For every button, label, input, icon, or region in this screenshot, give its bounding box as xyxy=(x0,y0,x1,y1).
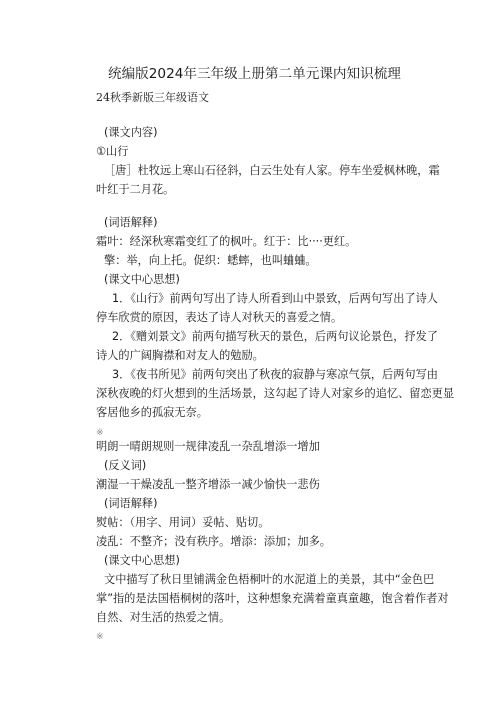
paragraph-line: 文中描写了秋日里铺满金色梧桐叶的水泥道上的美景，其中“金色巴 xyxy=(104,573,435,586)
paragraph-line: 自然、对生活的热爱之情。 xyxy=(96,611,231,624)
poem-line: 叶红于二月花。 xyxy=(96,183,175,196)
paragraph-line: 客居他乡的孤寂无奈。 xyxy=(96,406,208,419)
paragraph-line: 掌”指的是法国梧桐树的落叶，这种想象充满着童真童趣，饱含着作者对 xyxy=(96,592,449,605)
section-heading-vocabulary: (词语解释) xyxy=(104,216,158,229)
section-heading-central-idea: (课文中心思想) xyxy=(104,273,180,286)
word-pairs-line: 明朗一晴朗规则一规律凌乱一杂乱增添一增加 xyxy=(96,440,320,453)
section-heading-central-idea: (课文中心思想) xyxy=(104,554,180,567)
paragraph-line: 停车欣赏的原因，表达了诗人对秋天的喜爱之情。 xyxy=(96,311,343,324)
paragraph-line: 1．《山行》前两句写出了诗人所看到山中景致，后两句写出了诗人 xyxy=(112,292,438,305)
section-heading-antonyms: (反义词) xyxy=(104,459,147,472)
reference-mark: ※ xyxy=(96,632,104,642)
vocab-line: 霜叶：经深秋寒霜变红了的枫叶。红于：比····更红。 xyxy=(96,235,357,248)
paragraph-line: 3．《夜书所见》前两句突出了秋夜的寂静与寒凉气氛，后两句写由 xyxy=(112,368,438,381)
reference-mark: ※ xyxy=(96,428,104,438)
document-title: 统编版2024年三年级上册第二单元课内知识梳理 xyxy=(108,66,401,82)
vocab-line: 熨帖：（用字、用词）妥帖、贴切。 xyxy=(96,516,270,529)
poem-title: ①山行 xyxy=(96,145,129,158)
paragraph-line: 深秋夜晚的灯火想到的生活场景，这勾起了诗人对家乡的追忆、留恋更显 xyxy=(96,387,455,400)
vocab-line: 擎：举，向上托。促织：蟋蟀，也叫蛐蛐。 xyxy=(104,254,317,267)
paragraph-line: 2．《赠刘景文》前两句描写秋天的景色，后两句议论景色，抒发了 xyxy=(112,330,438,343)
section-heading-vocabulary: (词语解释) xyxy=(104,497,158,510)
vocab-line: 凌乱：不整齐；没有秩序。增添：添加；加多。 xyxy=(96,535,331,548)
poem-line: ［唐］杜牧远上寒山石径斜，白云生处有人家。停车坐爱枫林晚，霜 xyxy=(104,164,440,177)
antonym-pairs-line: 潮湿一干燥凌乱一整齐增添一减少愉快一悲伤 xyxy=(96,478,320,491)
section-heading-text-content: (课文内容) xyxy=(104,126,158,139)
paragraph-line: 诗人的广阔胸襟和对友人的勉励。 xyxy=(96,349,264,362)
document-subtitle: 24秋季新版三年级语文 xyxy=(96,91,209,104)
